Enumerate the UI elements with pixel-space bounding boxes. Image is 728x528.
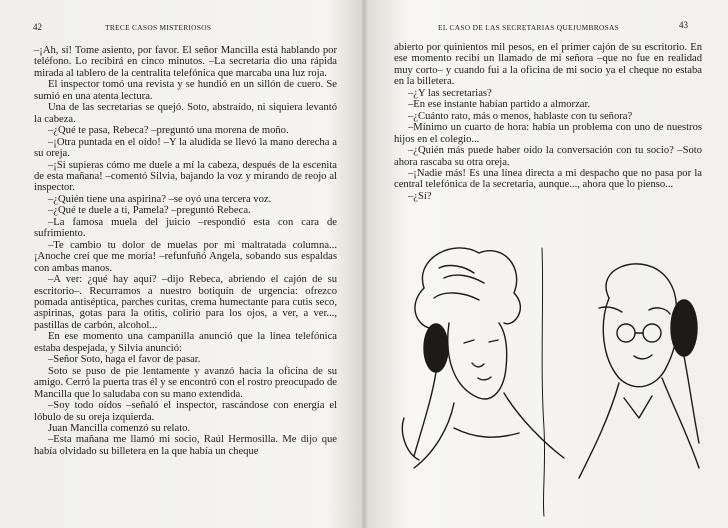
page-number: 43 [679, 20, 688, 30]
paragraph: –¿Quién más puede haber oído la conversación con tu socio? –Soto ahora rascaba su otra oreja. [394, 145, 702, 168]
paragraph: –Soy todo oídos –señaló el inspector, rascándose con energía el lóbulo de su oreja izquierda. [34, 400, 337, 423]
paragraph: –¿Qué te pasa, Rebeca? –preguntó una morena de moño. [48, 125, 289, 137]
paragraph: Juan Mancilla comenzó su relato. [48, 422, 191, 434]
paragraph: –Esta mañana me llamó mi socio, Raúl Hermosilla. Me dijo que había olvidado su billetera en la que había un cheque [34, 434, 337, 457]
paragraph: –¡Ah, sí! Tome asiento, por favor. El señor Mancilla está hablando por teléfono. Lo recibirá en cinco minutos. –La secretaria dio una rápida mirada al tablero de la centralita telefónica que marcaba una luz roja. [34, 45, 337, 79]
paragraph: –En ese instante habían partido a almorzar. [408, 99, 591, 111]
running-head: TRECE CASOS MISTERIOSOS [105, 23, 212, 32]
illustration-drawing [394, 228, 704, 518]
paragraph: –Te cambio tu dolor de muelas por mi maltratada columna... ¡Anoche creí que me moría! –refunfuñó Angela, sobando sus espaldas con ambas manos. [34, 239, 337, 274]
woman-figure [402, 248, 564, 468]
paragraph: –¿Qué te duele a ti, Pamela? –preguntó Rebeca. [48, 205, 251, 217]
paragraph: Soto se puso de pie lentamente y avanzó hacia la oficina de su amigo. Cerró la puerta tras él y se encontró con el rostro preocupado de Mancilla que lo saludaba con su mano extendida. [34, 365, 337, 400]
telephone-illustration [394, 228, 704, 518]
paragraph: –¡Otra puntada en el oído! –Y la aludida se llevó la mano derecha a su oreja. [34, 136, 337, 160]
running-head: EL CASO DE LAS SECRETARIAS QUEJUMBROSAS [438, 23, 620, 32]
paragraph: El inspector tomó una revista y se hundió en un sillón de cuero. Se sumió en una atenta lectura. [34, 79, 337, 102]
body-text [34, 45, 337, 457]
paragraph: –Mínimo un cuarto de hora: había un problema con uno de nuestros hijos en el colegio... [394, 122, 702, 145]
paragraph: –¡Si supieras cómo me duele a mí la cabeza, después de la escenita de esta mañana! –comentó Silvia, bajando la voz y mirando de reojo al inspector. [34, 159, 337, 194]
paragraph: –La famosa muela del juicio –respondió esta con cara de sufrimiento. [34, 216, 337, 240]
paragraph: abierto por quinientos mil pesos, en el primer cajón de su escritorio. En ese momento recibí un llamado de mi señora –que no fue en realidad muy corto– y cuando fui a la oficina de mi socio ya el cheque no estaba en la billetera. [394, 42, 702, 88]
paragraph: –¿Y las secretarias? [408, 87, 492, 99]
page-number: 42 [33, 22, 42, 32]
paragraph: –¿Sí? [408, 190, 432, 202]
man-figure [579, 264, 699, 478]
paragraph: –A ver: ¿qué hay aquí? –dijo Rebeca, abriendo el cajón de su escritorio–. Recurramos a nuestro botiquín de urgencia: ofrezco pomada antiséptica, parches curitas, crema humectante para cutis seco, aspirinas, gotas para la otitis, colirio para los ojos, a ver, a ver..., pastillas de carbón, alcohol... [34, 274, 337, 331]
paragraph: –¿Quién tiene una aspirina? –se oyó una tercera voz. [48, 193, 272, 205]
paragraph: –¿Cuánto rato, más o menos, hablaste con tu señora? [408, 110, 633, 122]
paragraph: –Señor Soto, haga el favor de pasar. [48, 354, 201, 366]
right-page [364, 0, 728, 528]
paragraph: –¡Nadie más! Es una línea directa a mi despacho que no pasa por la central telefónica de la secretaria, aunque..., ahora que lo pienso... [394, 167, 702, 191]
paragraph: En ese momento una campanilla anunció que la línea telefónica estaba despejada, y Silvia anunció: [34, 331, 337, 354]
paragraph: Una de las secretarias se quejó. Soto, abstraído, ni siquiera levantó la cabeza. [34, 102, 337, 125]
body-text [394, 42, 702, 202]
